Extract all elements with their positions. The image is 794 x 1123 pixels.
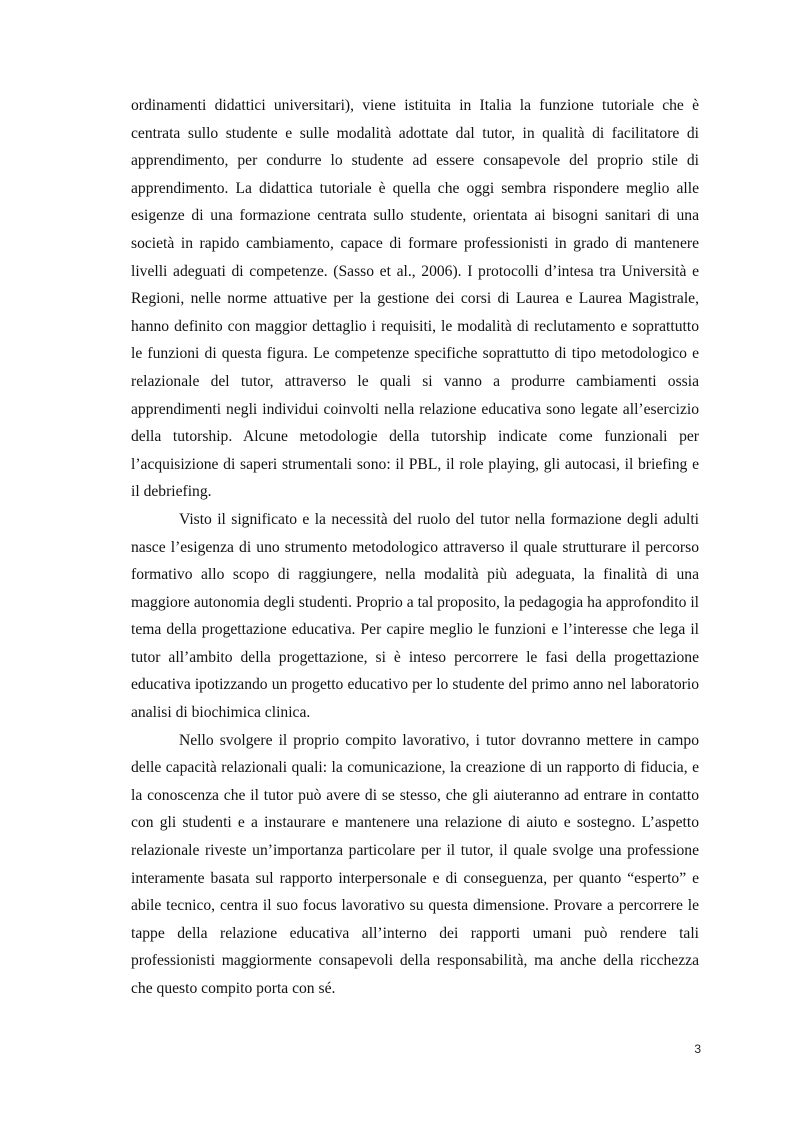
paragraph-relational-skills: Nello svolgere il proprio compito lavorativo, i tutor dovranno mettere in campo delle capacità relazionali quali: la comunicazione, la creazione di un rapporto di fiducia, e la conoscenza che il tutor può avere di se stesso, che gli aiuteranno ad entrare in contatto con gli studenti e a instaurare e mantenere una relazione di aiuto e sostegno. L’aspetto relazionale riveste un’importanza particolare per il tutor, il quale svolge una professione interamente basata sul rapporto interpersonale e di conseguenza, per quanto “esperto” e abile tecnico, centra il suo focus lavorativo su questa dimensione. Provare a percorrere le tappe della relazione educativa all’interno dei rapporti umani può rendere tali professionisti maggiormente consapevoli della responsabilità, ma anche della ricchezza che questo compito porta con sé. (131, 731, 699, 997)
body-text (131, 92, 699, 1003)
paragraph-educational-design: Visto il significato e la necessità del ruolo del tutor nella formazione degli adulti nasce l’esigenza di uno strumento metodologico attraverso il quale strutturare il percorso formativo allo scopo di raggiungere, nella modalità più adeguata, la finalità di una maggiore autonomia degli studenti. Proprio a tal proposito, la pedagogia ha approfondito il tema della progettazione educativa. Per capire meglio le funzioni e l’interesse che lega il tutor all’ambito della progettazione, si è inteso percorrere le fasi della progettazione educativa ipotizzando un progetto educativo per lo studente del primo anno nel laboratorio analisi di biochimica clinica. (131, 510, 699, 722)
paragraph-tutoring-function: ordinamenti didattici universitari), viene istituita in Italia la funzione tutoriale che è centrata sullo studente e sulle modalità adottate dal tutor, in qualità di facilitatore di apprendimento, per condurre lo studente ad essere consapevole del proprio stile di apprendimento. La didattica tutoriale è quella che oggi sembra rispondere meglio alle esigenze di una formazione centrata sullo studente, orientata ai bisogni sanitari di una società in rapido cambiamento, capace di formare professionisti in grado di mantenere livelli adeguati di competenze. (Sasso et al., 2006). I protocolli d’intesa tra Università e Regioni, nelle norme attuative per la gestione dei corsi di Laurea e Laurea Magistrale, hanno definito con maggior dettaglio i requisiti, le modalità di reclutamento e soprattutto le funzioni di questa figura. Le competenze specifiche soprattutto di tipo metodologico e relazionale del tutor, attraverso le quali si vanno a produrre cambiamenti ossia apprendimenti negli individui coinvolti nella relazione educativa sono legate all’esercizio della tutorship. Alcune metodologie della tutorship indicate come funzionali per l’acquisizione di saperi strumentali sono: il PBL, il role playing, gli autocasi, il briefing e il debriefing. (131, 97, 699, 501)
page-number: 3 (694, 1042, 701, 1056)
